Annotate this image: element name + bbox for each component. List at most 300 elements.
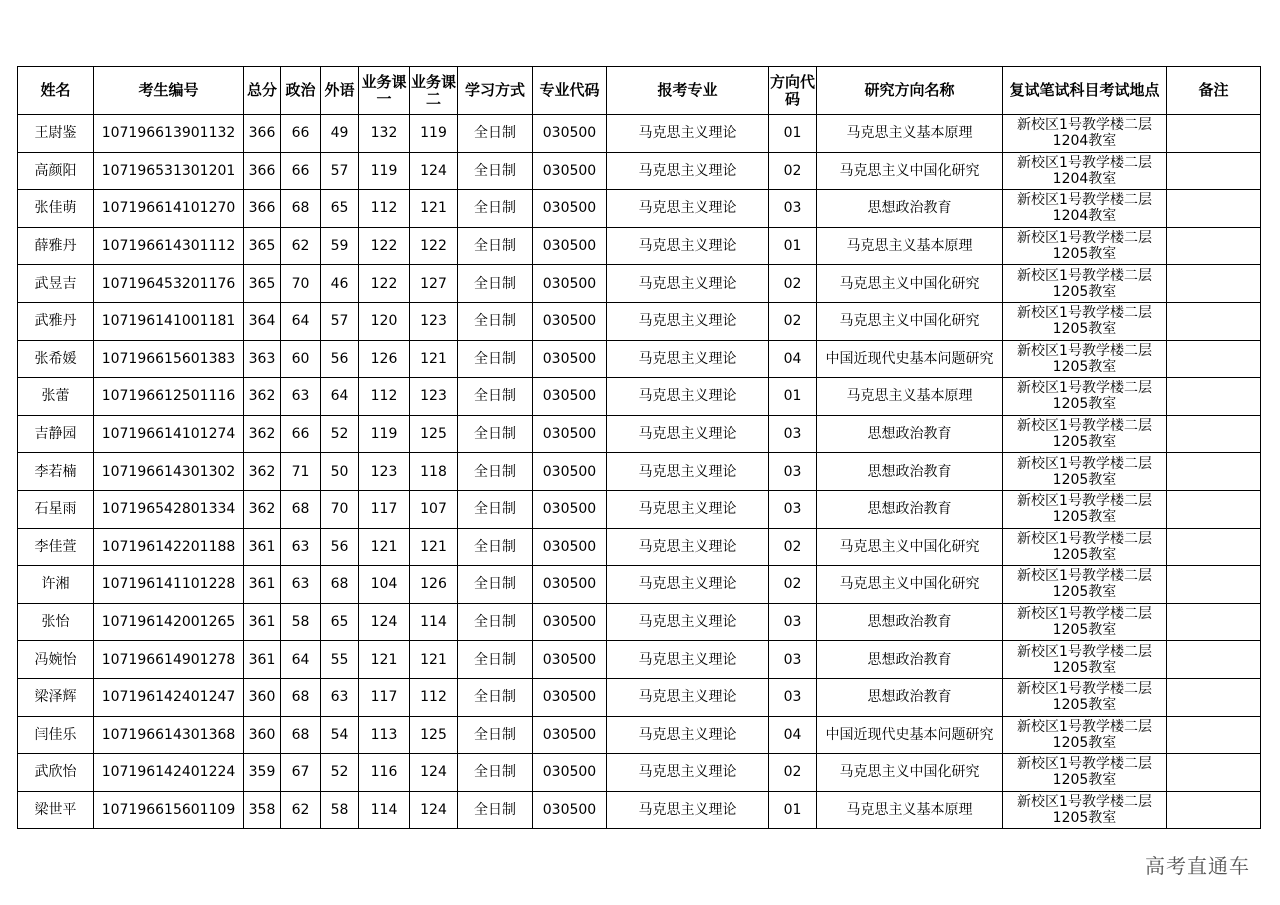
cell-study-mode: 全日制	[458, 566, 533, 604]
table-row	[18, 678, 1261, 716]
cell-study-mode: 全日制	[458, 415, 533, 453]
cell-major-code: 030500	[533, 453, 607, 491]
cell-exam-location	[1003, 152, 1167, 190]
cell-candidate-id: 107196142401224	[94, 754, 244, 792]
cell-note	[1167, 754, 1261, 792]
cell-direction-code: 02	[769, 528, 817, 566]
cell-major-code: 030500	[533, 190, 607, 228]
cell-major: 马克思主义理论	[607, 716, 769, 754]
cell-politics: 58	[281, 603, 321, 641]
cell-study-mode: 全日制	[458, 152, 533, 190]
cell-language: 57	[321, 302, 359, 340]
cell-politics: 68	[281, 190, 321, 228]
cell-course1: 112	[359, 190, 410, 228]
cell-direction-code: 03	[769, 453, 817, 491]
cell-candidate-id: 107196141001181	[94, 302, 244, 340]
cell-study-mode: 全日制	[458, 378, 533, 416]
cell-course2: 127	[410, 265, 458, 303]
cell-candidate-id: 107196453201176	[94, 265, 244, 303]
cell-candidate-id: 107196614301302	[94, 453, 244, 491]
cell-exam-location	[1003, 378, 1167, 416]
table-row	[18, 265, 1261, 303]
cell-politics: 66	[281, 115, 321, 153]
cell-language: 59	[321, 227, 359, 265]
cell-direction-code: 01	[769, 378, 817, 416]
cell-total: 362	[244, 490, 281, 528]
cell-language: 52	[321, 754, 359, 792]
cell-language: 56	[321, 528, 359, 566]
cell-language: 65	[321, 603, 359, 641]
cell-total: 362	[244, 378, 281, 416]
cell-course1: 123	[359, 453, 410, 491]
cell-candidate-id: 107196141101228	[94, 566, 244, 604]
cell-politics: 71	[281, 453, 321, 491]
cell-exam-location	[1003, 603, 1167, 641]
cell-course1: 114	[359, 791, 410, 829]
cell-politics: 63	[281, 378, 321, 416]
cell-candidate-id: 107196542801334	[94, 490, 244, 528]
cell-major: 马克思主义理论	[607, 754, 769, 792]
cell-course2: 112	[410, 678, 458, 716]
cell-name: 吉静园	[18, 415, 94, 453]
cell-politics: 64	[281, 302, 321, 340]
cell-total: 362	[244, 415, 281, 453]
cell-direction-name: 马克思主义中国化研究	[817, 152, 1003, 190]
cell-study-mode: 全日制	[458, 528, 533, 566]
cell-name: 张怡	[18, 603, 94, 641]
cell-name: 王尉鉴	[18, 115, 94, 153]
location-room: 1205教室	[1052, 659, 1117, 676]
location-room: 1204教室	[1052, 208, 1117, 225]
cell-name: 石星雨	[18, 490, 94, 528]
location-room: 1205教室	[1052, 772, 1117, 789]
cell-candidate-id: 107196614101274	[94, 415, 244, 453]
cell-major-code: 030500	[533, 152, 607, 190]
cell-name: 闫佳乐	[18, 716, 94, 754]
cell-major-code: 030500	[533, 678, 607, 716]
location-building: 新校区1号教学楼二层	[1017, 793, 1152, 810]
cell-major-code: 030500	[533, 340, 607, 378]
location-room: 1205教室	[1052, 584, 1117, 601]
cell-major: 马克思主义理论	[607, 340, 769, 378]
cell-total: 362	[244, 453, 281, 491]
cell-candidate-id: 107196614301368	[94, 716, 244, 754]
location-room: 1205教室	[1052, 509, 1117, 526]
cell-candidate-id: 107196615601383	[94, 340, 244, 378]
cell-candidate-id: 107196531301201	[94, 152, 244, 190]
cell-name: 张蕾	[18, 378, 94, 416]
cell-exam-location	[1003, 490, 1167, 528]
cell-candidate-id: 107196142201188	[94, 528, 244, 566]
table-row	[18, 603, 1261, 641]
location-room: 1205教室	[1052, 434, 1117, 451]
header-politics: 政治	[281, 67, 321, 115]
location-building: 新校区1号教学楼二层	[1017, 756, 1152, 773]
cell-course1: 117	[359, 678, 410, 716]
cell-name: 武雅丹	[18, 302, 94, 340]
location-room: 1205教室	[1052, 396, 1117, 413]
cell-direction-code: 03	[769, 641, 817, 679]
table-row	[18, 190, 1261, 228]
cell-direction-code: 01	[769, 115, 817, 153]
location-room: 1205教室	[1052, 622, 1117, 639]
cell-direction-name: 思想政治教育	[817, 190, 1003, 228]
cell-politics: 64	[281, 641, 321, 679]
cell-candidate-id: 107196614301112	[94, 227, 244, 265]
location-room: 1205教室	[1052, 283, 1117, 300]
cell-direction-code: 01	[769, 791, 817, 829]
cell-study-mode: 全日制	[458, 340, 533, 378]
cell-course2: 122	[410, 227, 458, 265]
cell-name: 高颜阳	[18, 152, 94, 190]
cell-exam-location	[1003, 302, 1167, 340]
cell-candidate-id: 107196614101270	[94, 190, 244, 228]
location-room: 1205教室	[1052, 471, 1117, 488]
cell-direction-name: 中国近现代史基本问题研究	[817, 340, 1003, 378]
cell-politics: 66	[281, 152, 321, 190]
cell-total: 366	[244, 152, 281, 190]
location-building: 新校区1号教学楼二层	[1017, 418, 1152, 435]
cell-note	[1167, 716, 1261, 754]
cell-course2: 119	[410, 115, 458, 153]
cell-language: 55	[321, 641, 359, 679]
cell-politics: 68	[281, 678, 321, 716]
cell-note	[1167, 453, 1261, 491]
cell-candidate-id: 107196614901278	[94, 641, 244, 679]
cell-study-mode: 全日制	[458, 490, 533, 528]
cell-study-mode: 全日制	[458, 603, 533, 641]
cell-politics: 62	[281, 227, 321, 265]
cell-major: 马克思主义理论	[607, 453, 769, 491]
cell-major: 马克思主义理论	[607, 115, 769, 153]
cell-major-code: 030500	[533, 415, 607, 453]
location-building: 新校区1号教学楼二层	[1017, 530, 1152, 547]
cell-name: 李佳萱	[18, 528, 94, 566]
cell-total: 363	[244, 340, 281, 378]
cell-direction-code: 03	[769, 603, 817, 641]
location-building: 新校区1号教学楼二层	[1017, 568, 1152, 585]
cell-major-code: 030500	[533, 115, 607, 153]
table-row	[18, 152, 1261, 190]
cell-exam-location	[1003, 415, 1167, 453]
cell-language: 64	[321, 378, 359, 416]
cell-direction-name: 思想政治教育	[817, 603, 1003, 641]
watermark: 高考直通车	[1145, 854, 1250, 878]
cell-study-mode: 全日制	[458, 190, 533, 228]
cell-course1: 126	[359, 340, 410, 378]
cell-exam-location	[1003, 791, 1167, 829]
header-total: 总分	[244, 67, 281, 115]
cell-name: 梁泽辉	[18, 678, 94, 716]
cell-major: 马克思主义理论	[607, 152, 769, 190]
cell-politics: 62	[281, 791, 321, 829]
cell-study-mode: 全日制	[458, 453, 533, 491]
cell-study-mode: 全日制	[458, 791, 533, 829]
cell-total: 364	[244, 302, 281, 340]
cell-course1: 121	[359, 528, 410, 566]
cell-name: 武欣怡	[18, 754, 94, 792]
cell-exam-location	[1003, 678, 1167, 716]
location-building: 新校区1号教学楼二层	[1017, 117, 1152, 134]
cell-name: 武昱吉	[18, 265, 94, 303]
header-course1: 业务课一	[359, 67, 410, 115]
cell-total: 360	[244, 678, 281, 716]
cell-direction-name: 马克思主义中国化研究	[817, 265, 1003, 303]
table-row	[18, 115, 1261, 153]
cell-exam-location	[1003, 340, 1167, 378]
cell-major: 马克思主义理论	[607, 415, 769, 453]
cell-language: 70	[321, 490, 359, 528]
cell-study-mode: 全日制	[458, 302, 533, 340]
cell-study-mode: 全日制	[458, 641, 533, 679]
cell-candidate-id: 107196615601109	[94, 791, 244, 829]
cell-direction-name: 思想政治教育	[817, 490, 1003, 528]
cell-study-mode: 全日制	[458, 115, 533, 153]
table-row	[18, 716, 1261, 754]
cell-language: 57	[321, 152, 359, 190]
cell-politics: 66	[281, 415, 321, 453]
cell-course2: 124	[410, 791, 458, 829]
location-room: 1205教室	[1052, 809, 1117, 826]
location-building: 新校区1号教学楼二层	[1017, 455, 1152, 472]
cell-direction-code: 04	[769, 716, 817, 754]
cell-language: 52	[321, 415, 359, 453]
cell-course2: 123	[410, 302, 458, 340]
header-major-code: 专业代码	[533, 67, 607, 115]
cell-study-mode: 全日制	[458, 678, 533, 716]
cell-major-code: 030500	[533, 378, 607, 416]
cell-study-mode: 全日制	[458, 716, 533, 754]
cell-candidate-id: 107196613901132	[94, 115, 244, 153]
cell-language: 50	[321, 453, 359, 491]
cell-major: 马克思主义理论	[607, 528, 769, 566]
cell-exam-location	[1003, 265, 1167, 303]
cell-course1: 119	[359, 152, 410, 190]
header-note: 备注	[1167, 67, 1261, 115]
cell-total: 366	[244, 115, 281, 153]
cell-note	[1167, 641, 1261, 679]
cell-major: 马克思主义理论	[607, 678, 769, 716]
cell-course1: 104	[359, 566, 410, 604]
cell-major-code: 030500	[533, 566, 607, 604]
cell-direction-code: 02	[769, 566, 817, 604]
header-mode: 学习方式	[458, 67, 533, 115]
cell-course2: 121	[410, 528, 458, 566]
cell-exam-location	[1003, 716, 1167, 754]
location-building: 新校区1号教学楼二层	[1017, 305, 1152, 322]
cell-direction-name: 马克思主义中国化研究	[817, 302, 1003, 340]
location-room: 1205教室	[1052, 321, 1117, 338]
cell-course1: 120	[359, 302, 410, 340]
table-row	[18, 378, 1261, 416]
location-building: 新校区1号教学楼二层	[1017, 380, 1152, 397]
cell-politics: 70	[281, 265, 321, 303]
cell-direction-name: 思想政治教育	[817, 453, 1003, 491]
cell-note	[1167, 152, 1261, 190]
table-header	[18, 67, 1261, 115]
cell-direction-name: 马克思主义基本原理	[817, 115, 1003, 153]
cell-note	[1167, 115, 1261, 153]
cell-direction-code: 04	[769, 340, 817, 378]
cell-note	[1167, 190, 1261, 228]
cell-name: 冯婉怡	[18, 641, 94, 679]
cell-major: 马克思主义理论	[607, 566, 769, 604]
location-building: 新校区1号教学楼二层	[1017, 267, 1152, 284]
cell-major-code: 030500	[533, 641, 607, 679]
location-building: 新校区1号教学楼二层	[1017, 230, 1152, 247]
cell-course2: 125	[410, 415, 458, 453]
cell-course2: 126	[410, 566, 458, 604]
table-row	[18, 302, 1261, 340]
cell-direction-code: 02	[769, 152, 817, 190]
cell-language: 58	[321, 791, 359, 829]
location-room: 1205教室	[1052, 246, 1117, 263]
cell-politics: 63	[281, 566, 321, 604]
cell-direction-name: 马克思主义中国化研究	[817, 754, 1003, 792]
cell-language: 56	[321, 340, 359, 378]
header-row	[18, 67, 1261, 115]
cell-politics: 68	[281, 490, 321, 528]
cell-direction-name: 马克思主义基本原理	[817, 227, 1003, 265]
cell-politics: 68	[281, 716, 321, 754]
cell-note	[1167, 678, 1261, 716]
location-building: 新校区1号教学楼二层	[1017, 493, 1152, 510]
location-building: 新校区1号教学楼二层	[1017, 718, 1152, 735]
table-row	[18, 528, 1261, 566]
cell-candidate-id: 107196142001265	[94, 603, 244, 641]
cell-course2: 121	[410, 190, 458, 228]
cell-major-code: 030500	[533, 791, 607, 829]
cell-note	[1167, 378, 1261, 416]
location-room: 1205教室	[1052, 734, 1117, 751]
header-major: 报考专业	[607, 67, 769, 115]
cell-direction-code: 03	[769, 678, 817, 716]
cell-language: 63	[321, 678, 359, 716]
location-building: 新校区1号教学楼二层	[1017, 342, 1152, 359]
candidate-roster-table	[17, 66, 1261, 829]
cell-total: 361	[244, 641, 281, 679]
cell-course2: 124	[410, 754, 458, 792]
cell-course1: 113	[359, 716, 410, 754]
cell-total: 361	[244, 528, 281, 566]
cell-language: 49	[321, 115, 359, 153]
cell-total: 361	[244, 566, 281, 604]
cell-total: 360	[244, 716, 281, 754]
cell-exam-location	[1003, 115, 1167, 153]
location-building: 新校区1号教学楼二层	[1017, 681, 1152, 698]
location-room: 1205教室	[1052, 697, 1117, 714]
cell-note	[1167, 490, 1261, 528]
header-language: 外语	[321, 67, 359, 115]
cell-direction-code: 02	[769, 302, 817, 340]
table-row	[18, 227, 1261, 265]
location-room: 1205教室	[1052, 546, 1117, 563]
cell-course2: 124	[410, 152, 458, 190]
cell-language: 54	[321, 716, 359, 754]
cell-note	[1167, 528, 1261, 566]
cell-direction-name: 思想政治教育	[817, 641, 1003, 679]
cell-direction-code: 02	[769, 754, 817, 792]
cell-language: 46	[321, 265, 359, 303]
cell-course2: 123	[410, 378, 458, 416]
header-dir-name: 研究方向名称	[817, 67, 1003, 115]
cell-exam-location	[1003, 528, 1167, 566]
cell-course1: 124	[359, 603, 410, 641]
cell-direction-code: 01	[769, 227, 817, 265]
cell-total: 365	[244, 227, 281, 265]
cell-note	[1167, 265, 1261, 303]
cell-major-code: 030500	[533, 603, 607, 641]
cell-major: 马克思主义理论	[607, 302, 769, 340]
cell-direction-code: 03	[769, 190, 817, 228]
cell-major-code: 030500	[533, 528, 607, 566]
cell-course2: 114	[410, 603, 458, 641]
cell-exam-location	[1003, 227, 1167, 265]
cell-exam-location	[1003, 190, 1167, 228]
location-building: 新校区1号教学楼二层	[1017, 606, 1152, 623]
cell-total: 366	[244, 190, 281, 228]
cell-course1: 119	[359, 415, 410, 453]
header-id: 考生编号	[94, 67, 244, 115]
table-row	[18, 754, 1261, 792]
cell-note	[1167, 415, 1261, 453]
cell-name: 张佳萌	[18, 190, 94, 228]
cell-course1: 122	[359, 265, 410, 303]
cell-course2: 121	[410, 340, 458, 378]
cell-direction-name: 思想政治教育	[817, 678, 1003, 716]
cell-direction-name: 马克思主义中国化研究	[817, 566, 1003, 604]
cell-note	[1167, 302, 1261, 340]
location-building: 新校区1号教学楼二层	[1017, 643, 1152, 660]
cell-name: 李若楠	[18, 453, 94, 491]
cell-major-code: 030500	[533, 265, 607, 303]
table-row	[18, 415, 1261, 453]
cell-exam-location	[1003, 641, 1167, 679]
cell-direction-code: 03	[769, 490, 817, 528]
cell-direction-name: 思想政治教育	[817, 415, 1003, 453]
cell-candidate-id: 107196142401247	[94, 678, 244, 716]
cell-major-code: 030500	[533, 716, 607, 754]
cell-course1: 116	[359, 754, 410, 792]
cell-note	[1167, 603, 1261, 641]
cell-course2: 118	[410, 453, 458, 491]
cell-course1: 121	[359, 641, 410, 679]
cell-name: 梁世平	[18, 791, 94, 829]
cell-course1: 132	[359, 115, 410, 153]
table-body	[18, 115, 1261, 829]
cell-exam-location	[1003, 566, 1167, 604]
table-row	[18, 340, 1261, 378]
cell-course1: 122	[359, 227, 410, 265]
cell-direction-code: 02	[769, 265, 817, 303]
location-building: 新校区1号教学楼二层	[1017, 154, 1152, 171]
cell-candidate-id: 107196612501116	[94, 378, 244, 416]
cell-major: 马克思主义理论	[607, 603, 769, 641]
cell-major: 马克思主义理论	[607, 490, 769, 528]
cell-study-mode: 全日制	[458, 754, 533, 792]
cell-note	[1167, 227, 1261, 265]
cell-major-code: 030500	[533, 227, 607, 265]
cell-major: 马克思主义理论	[607, 641, 769, 679]
table-row	[18, 566, 1261, 604]
cell-language: 65	[321, 190, 359, 228]
cell-note	[1167, 566, 1261, 604]
cell-name: 薛雅丹	[18, 227, 94, 265]
cell-major: 马克思主义理论	[607, 190, 769, 228]
location-room: 1205教室	[1052, 358, 1117, 375]
cell-direction-name: 马克思主义基本原理	[817, 378, 1003, 416]
cell-major: 马克思主义理论	[607, 227, 769, 265]
